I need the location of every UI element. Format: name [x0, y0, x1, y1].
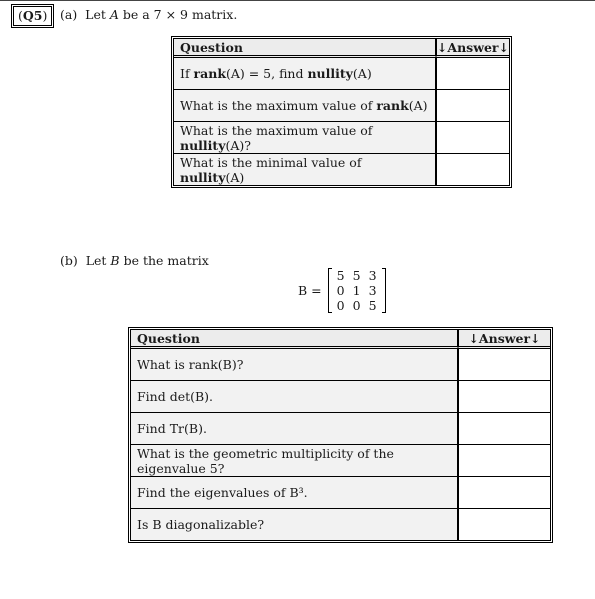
matrix-row	[333, 298, 381, 313]
question-text: What is the maximum value of	[180, 122, 373, 138]
question-bold: rank	[193, 66, 226, 81]
answer-cell[interactable]	[436, 122, 509, 154]
part-a-label: (a)	[60, 7, 78, 22]
question-number-badge: (Q5)	[13, 6, 52, 26]
answer-cell[interactable]	[436, 90, 509, 122]
part-a-text-pre: Let	[85, 7, 110, 22]
question-cell	[174, 90, 436, 122]
table-row	[131, 381, 550, 413]
part-b-label: (b)	[60, 253, 78, 268]
matrix-entry: 5	[352, 268, 361, 283]
part-a-var: A	[109, 7, 119, 22]
part-b-text-pre: Let	[85, 253, 111, 268]
question-cell: What is rank(B)?	[131, 349, 458, 381]
table-row	[131, 413, 550, 445]
matrix-entry: 0	[336, 283, 345, 298]
question-cell	[174, 58, 436, 90]
question-cell: Find the eigenvalues of B³.	[131, 477, 458, 509]
answer-cell[interactable]	[458, 349, 550, 381]
question-column-header: Question	[131, 330, 458, 349]
question-cell: Find det(B).	[131, 381, 458, 413]
table-row	[174, 122, 509, 154]
question-bold: rank	[376, 98, 409, 113]
question-text: (A)?	[225, 137, 251, 153]
table-header-row	[131, 330, 550, 349]
matrix-row	[333, 283, 381, 298]
answer-cell[interactable]	[436, 154, 509, 185]
answer-cell[interactable]	[436, 58, 509, 90]
question-column-header: Question	[174, 39, 436, 58]
question-text: If	[180, 66, 194, 81]
part-a-text-post: be a 7 × 9 matrix.	[118, 7, 238, 22]
top-rule	[0, 0, 595, 1]
table-row	[174, 58, 509, 90]
matrix-entry: 5	[368, 298, 377, 313]
matrix-entry: 5	[336, 268, 345, 283]
question-cell	[174, 122, 436, 154]
matrix-b	[328, 268, 386, 313]
question-number: Q5	[22, 8, 43, 23]
table-row	[131, 349, 550, 381]
question-cell: Find Tr(B).	[131, 413, 458, 445]
question-text: (A)	[225, 169, 245, 185]
answer-column-header: ↓Answer↓	[458, 330, 550, 349]
question-cell: Is B diagonalizable?	[131, 509, 458, 540]
part-b-var: B	[110, 253, 120, 268]
question-bold: nullity	[180, 137, 226, 153]
table-row	[174, 90, 509, 122]
table-row	[131, 445, 550, 477]
part-b-prompt	[60, 253, 209, 268]
answer-cell[interactable]	[458, 445, 550, 477]
matrix-row	[333, 268, 381, 283]
matrix-entry: 0	[336, 298, 345, 313]
answer-column-header: ↓Answer↓	[436, 39, 509, 58]
answer-cell[interactable]	[458, 381, 550, 413]
question-bold: nullity	[180, 169, 226, 185]
question-cell: What is the geometric multiplicity of the eigenvalue 5?	[131, 445, 458, 477]
question-text: What is the maximum value of	[180, 98, 377, 113]
question-text: (A)	[352, 66, 372, 81]
question-bold: nullity	[307, 66, 353, 81]
matrix-entry: 3	[368, 283, 377, 298]
question-text: (A) = 5, find	[225, 66, 308, 81]
answer-cell[interactable]	[458, 509, 550, 540]
matrix-entry: 3	[368, 268, 377, 283]
part-b-answer-table	[130, 329, 551, 541]
table-row	[174, 154, 509, 185]
part-a-prompt	[60, 7, 237, 22]
table-header-row	[174, 39, 509, 58]
question-cell	[174, 154, 436, 185]
table-row	[131, 477, 550, 509]
matrix-entry: 1	[352, 283, 361, 298]
matrix-label: B =	[298, 283, 322, 298]
matrix-entry: 0	[352, 298, 361, 313]
matrix-display	[298, 268, 386, 313]
part-a-answer-table	[173, 38, 510, 186]
answer-cell[interactable]	[458, 477, 550, 509]
answer-cell[interactable]	[458, 413, 550, 445]
table-row	[131, 509, 550, 540]
question-text: What is the minimal value of	[180, 154, 362, 170]
question-text: (A)	[408, 98, 428, 113]
part-b-text-post: be the matrix	[119, 253, 209, 268]
